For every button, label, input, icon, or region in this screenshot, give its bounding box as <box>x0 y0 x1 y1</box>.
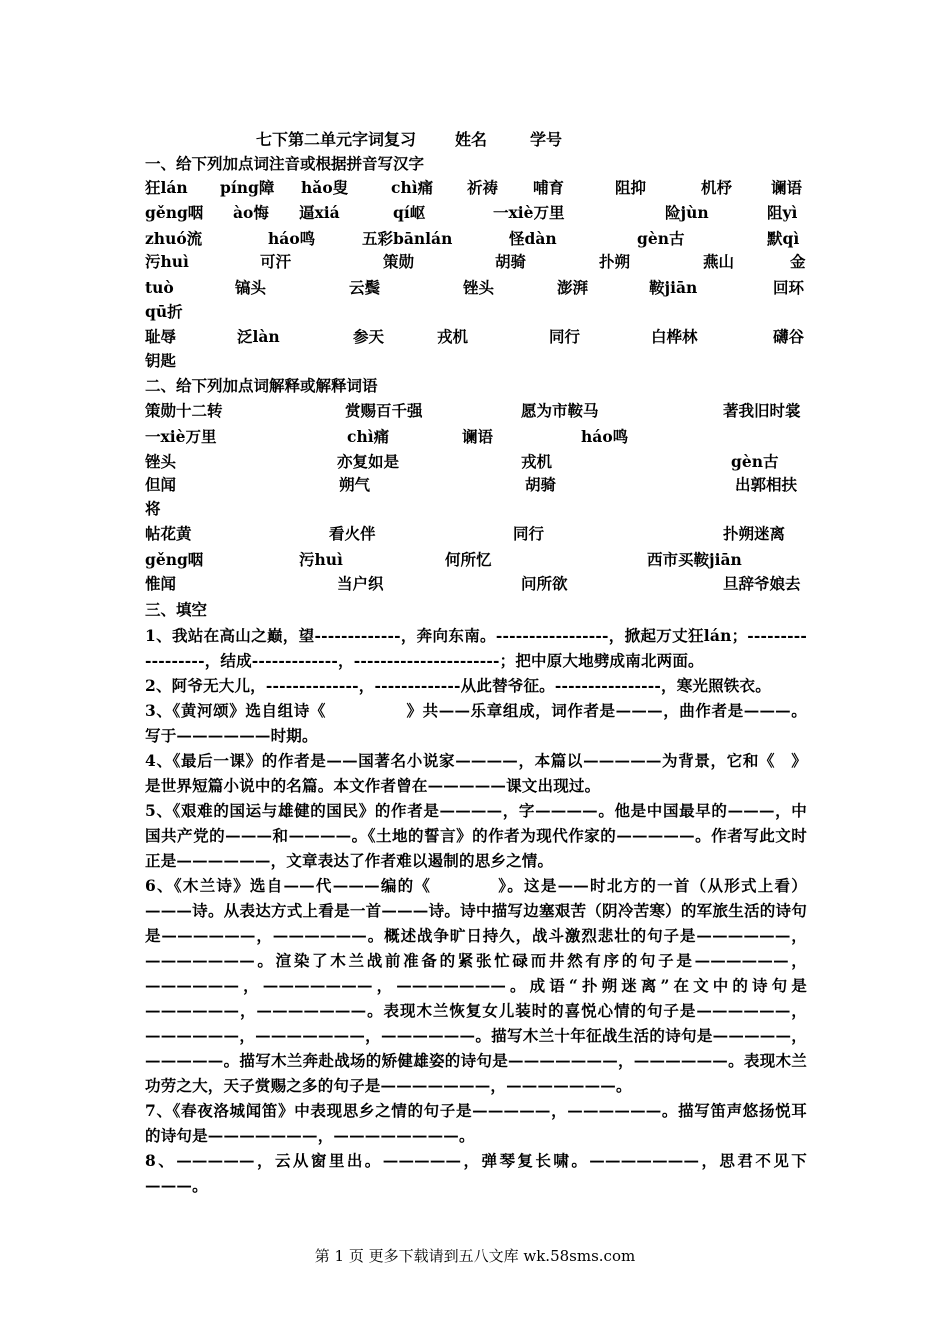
word-item: 亦复如是 <box>337 452 400 471</box>
word-item: 谰语 <box>462 427 494 446</box>
question-1: 1、我站在高山之巅，望-------------，奔向东南。-----------------，掀起万丈狂lán；------------------，结成-------------，----------------------；把中原大地劈成南北两面。 <box>145 626 807 670</box>
word-item: chì痛 <box>347 427 390 446</box>
word-item: 祈祷 <box>467 178 499 197</box>
word-item: 看火伴 <box>329 524 376 543</box>
page-footer: 第 1 页 更多下载请到五八文库 wk.58sms.com <box>314 1247 636 1265</box>
word-item: 参天 <box>353 327 385 346</box>
word-item: 扑朔 <box>599 252 631 271</box>
word-item: 愿为市鞍马 <box>521 401 599 420</box>
word-item: 同行 <box>549 327 581 346</box>
word-item: 锉头 <box>145 452 177 471</box>
section1-row-1 <box>145 176 810 200</box>
section1-row-4 <box>145 250 810 274</box>
fill-in-questions <box>145 623 807 1198</box>
question-4: 4、《最后一课》的作者是——国著名小说家————，本篇以—————为背景，它和《 》是世界短篇小说中的名篇。本文作者曾在—————课文出现过。 <box>145 751 807 795</box>
word-item: 策勋十二转 <box>145 401 223 420</box>
word-item: 澎湃 <box>557 278 589 297</box>
word-item: 钥匙 <box>145 351 177 370</box>
word-item: 著我旧时裳 <box>723 401 801 420</box>
word-item: 惟闻 <box>145 574 177 593</box>
word-item: 锉头 <box>463 278 495 297</box>
word-item: 默qì <box>767 229 800 248</box>
word-item: 问所欲 <box>521 574 568 593</box>
word-item: 胡骑 <box>495 252 527 271</box>
word-item: 出郭相扶 <box>735 475 798 494</box>
word-item: 怪dàn <box>509 229 557 248</box>
word-item: 狂lán <box>145 178 188 197</box>
word-item: háo鸣 <box>268 229 316 248</box>
word-item: 谰语 <box>771 178 803 197</box>
section2-row-8 <box>145 572 810 596</box>
section2-row-1 <box>145 399 810 423</box>
section2-row-2 <box>145 425 810 449</box>
word-item: 策勋 <box>383 252 415 271</box>
word-item: 赏赐百千强 <box>345 401 423 420</box>
section1-row-2 <box>145 201 810 225</box>
word-item: 扑朔迷离 <box>723 524 786 543</box>
section1-row-6 <box>145 300 810 324</box>
word-item: gěng咽 <box>145 203 204 222</box>
word-item: 云鬓 <box>349 278 381 297</box>
word-item: qū折 <box>145 302 183 321</box>
title-main: 七下第二单元字词复习 <box>256 130 417 149</box>
section2-row-3 <box>145 450 810 474</box>
word-item: 白桦林 <box>651 327 698 346</box>
word-item: gèn古 <box>731 452 779 471</box>
word-item: háo鸣 <box>581 427 629 446</box>
word-item: 将 <box>145 499 161 518</box>
word-item: 当户织 <box>337 574 384 593</box>
word-item: qí岖 <box>393 203 426 222</box>
section2-row-7 <box>145 548 810 572</box>
word-item: ào悔 <box>233 203 269 222</box>
section2-row-5 <box>145 497 810 521</box>
word-item: 可汗 <box>260 252 292 271</box>
word-item: 鞍jiān <box>649 278 698 297</box>
word-item: 金 <box>790 252 806 271</box>
word-item: 旦辞爷娘去 <box>723 574 801 593</box>
section1-row-8 <box>145 349 810 373</box>
section2-heading: 二、给下列加点词解释或解释词语 <box>145 376 378 395</box>
word-item: gèn古 <box>637 229 685 248</box>
word-item: 但闻 <box>145 475 177 494</box>
word-item: 五彩bānlán <box>362 229 453 248</box>
section3-heading: 三、填空 <box>145 600 208 619</box>
section1-heading: 一、给下列加点词注音或根据拼音写汉字 <box>145 154 425 173</box>
word-item: gěng咽 <box>145 550 204 569</box>
section1-row-3 <box>145 227 810 251</box>
section1-row-7 <box>145 325 810 349</box>
word-item: 礴谷 <box>773 327 805 346</box>
title-number-label: 学号 <box>530 130 563 149</box>
word-item: 戎机 <box>521 452 553 471</box>
word-item: 机杼 <box>701 178 733 197</box>
word-item: 镐头 <box>235 278 267 297</box>
word-item: 阻yì <box>767 203 798 222</box>
word-item: 险jùn <box>665 203 709 222</box>
title-name-label: 姓名 <box>455 130 488 149</box>
word-item: 一xiè万里 <box>493 203 565 222</box>
question-7: 7、《春夜洛城闻笛》中表现思乡之情的句子是—————，——————。描写笛声悠扬悦耳的诗句是———————，————————。 <box>145 1101 807 1145</box>
question-5: 5、《艰难的国运与雄健的国民》的作者是————，字————。他是中国最早的———，中国共产党的———和————。《土地的誓言》的作者为现代作家的—————。作者写此文时正是——————，文章表达了作者难以遏制的思乡之情。 <box>145 801 807 870</box>
word-item: 逼xiá <box>299 203 340 222</box>
question-2: 2、阿爷无大儿，--------------，-------------从此替爷征。----------------，寒光照铁衣。 <box>145 676 771 695</box>
word-item: zhuó流 <box>145 229 203 248</box>
word-item: píng障 <box>220 178 275 197</box>
question-3: 3、《黄河颂》选自组诗《 》共——乐章组成，词作者是———，曲作者是———。写于——————时期。 <box>145 701 807 745</box>
word-item: 何所忆 <box>445 550 492 569</box>
word-item: 污huì <box>299 550 343 569</box>
word-item: 回环 <box>773 278 805 297</box>
section2-row-6 <box>145 522 810 546</box>
word-item: 阻抑 <box>615 178 647 197</box>
question-6: 6、《木兰诗》选自——代———编的《 》。这是——时北方的一首（从形式上看）———诗。从表达方式上看是一首———诗。诗中描写边塞艰苦（阴冷苦寒）的军旅生活的诗句是——————，——————。概述战争旷日持久，战斗激烈悲壮的句子是——————，———————。渲染了木兰战前准备的紧张忙碌而井然有序的句子是——————，——————，———————，———————。成语“扑朔迷离”在文中的诗句是——————，———————。表现木兰恢复女儿装时的喜悦心情的句子是——————，——————，———————，——————。描写木兰十年征战生活的诗句是—————，—————。描写木兰奔赴战场的矫健雄姿的诗句是———————，——————。表现木兰功劳之大，天子赏赐之多的句子是———————，———————。 <box>145 876 807 1095</box>
word-item: 同行 <box>513 524 545 543</box>
word-item: 耻辱 <box>145 327 177 346</box>
word-item: 朔气 <box>339 475 371 494</box>
word-item: 帖花黄 <box>145 524 192 543</box>
word-item: 胡骑 <box>525 475 557 494</box>
word-item: chì痛 <box>391 178 434 197</box>
word-item: 哺育 <box>533 178 565 197</box>
word-item: tuò <box>145 278 174 297</box>
section2-row-4 <box>145 473 810 497</box>
word-item: 污huì <box>145 252 189 271</box>
word-item: 一xiè万里 <box>145 427 217 446</box>
word-item: 燕山 <box>703 252 735 271</box>
word-item: hǎo叟 <box>301 178 349 197</box>
question-8: 8、—————，云从窗里出。—————，弹琴复长啸。———————，思君不见下———。 <box>145 1151 807 1195</box>
word-item: 西市买鞍jiān <box>647 550 742 569</box>
word-item: 泛làn <box>237 327 280 346</box>
section1-row-5 <box>145 276 810 300</box>
word-item: 戎机 <box>437 327 469 346</box>
